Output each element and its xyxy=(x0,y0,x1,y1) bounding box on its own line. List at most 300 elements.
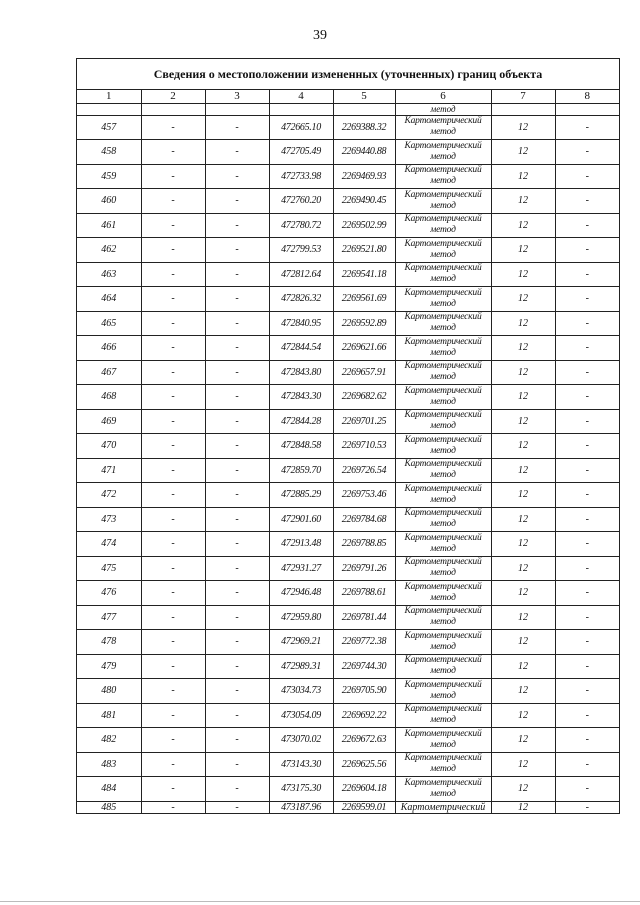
point-number-cell: 482 xyxy=(77,728,141,753)
table-cell: - xyxy=(141,164,205,189)
point-number-cell: 481 xyxy=(77,703,141,728)
method-line2: метод xyxy=(430,249,456,260)
table-row xyxy=(77,458,619,483)
table-cell: - xyxy=(141,654,205,679)
point-number-cell: 480 xyxy=(77,679,141,704)
y-coordinate-cell: 2269599.01 xyxy=(333,801,395,813)
table-row xyxy=(77,238,619,263)
table-cell xyxy=(555,103,619,115)
x-coordinate-cell: 473054.09 xyxy=(269,703,333,728)
table-cell: - xyxy=(555,532,619,557)
table-cell: - xyxy=(205,777,269,802)
accuracy-cell: 12 xyxy=(491,654,555,679)
column-header: 2 xyxy=(141,90,205,103)
method-line2: метод xyxy=(430,323,456,334)
column-header: 7 xyxy=(491,90,555,103)
point-number-cell: 470 xyxy=(77,434,141,459)
table-cell: - xyxy=(141,581,205,606)
point-number-cell: 474 xyxy=(77,532,141,557)
method-line2: метод xyxy=(430,543,456,554)
table-cell: - xyxy=(205,581,269,606)
method-line1: Картометрический xyxy=(404,434,482,445)
point-number-cell: 468 xyxy=(77,385,141,410)
method-line2: метод xyxy=(430,225,456,236)
y-coordinate-cell: 2269469.93 xyxy=(333,164,395,189)
table-cell: - xyxy=(555,556,619,581)
method-cell xyxy=(395,262,491,287)
table-cell xyxy=(269,103,333,115)
point-number-cell: 478 xyxy=(77,630,141,655)
table-cell: - xyxy=(205,311,269,336)
method-line1: Картометрический xyxy=(404,704,482,715)
table-row xyxy=(77,752,619,777)
table-cell: - xyxy=(555,777,619,802)
column-header: 4 xyxy=(269,90,333,103)
method-continuation-cell: метод xyxy=(395,103,491,115)
y-coordinate-cell: 2269788.61 xyxy=(333,581,395,606)
y-coordinate-cell: 2269625.56 xyxy=(333,752,395,777)
accuracy-cell: 12 xyxy=(491,164,555,189)
table-cell: - xyxy=(205,654,269,679)
table-cell: - xyxy=(141,385,205,410)
table-row xyxy=(77,311,619,336)
method-line1: Картометрический xyxy=(404,287,482,298)
table-row-partial xyxy=(77,801,619,813)
table-cell: - xyxy=(555,630,619,655)
y-coordinate-cell: 2269682.62 xyxy=(333,385,395,410)
table-cell: - xyxy=(205,801,269,813)
column-header: 3 xyxy=(205,90,269,103)
table-body xyxy=(77,90,619,813)
accuracy-cell: 12 xyxy=(491,336,555,361)
method-line1: Картометрический xyxy=(404,189,482,200)
accuracy-cell: 12 xyxy=(491,360,555,385)
table-cell: - xyxy=(555,311,619,336)
method-line2: метод xyxy=(430,127,456,138)
coordinates-sheet xyxy=(76,58,620,814)
method-line2: метод xyxy=(430,470,456,481)
accuracy-cell: 12 xyxy=(491,213,555,238)
table-row xyxy=(77,654,619,679)
table-row xyxy=(77,630,619,655)
table-cell: - xyxy=(555,360,619,385)
point-number-cell: 469 xyxy=(77,409,141,434)
table-row xyxy=(77,679,619,704)
table-cell xyxy=(333,103,395,115)
x-coordinate-cell: 472946.48 xyxy=(269,581,333,606)
table-row xyxy=(77,777,619,802)
method-cell xyxy=(395,434,491,459)
table-cell: - xyxy=(205,703,269,728)
method-cell xyxy=(395,630,491,655)
table-cell: - xyxy=(141,360,205,385)
method-line1: Картометрический xyxy=(404,679,482,690)
accuracy-cell: 12 xyxy=(491,752,555,777)
x-coordinate-cell: 472733.98 xyxy=(269,164,333,189)
table-cell: - xyxy=(141,777,205,802)
method-line2: метод xyxy=(430,494,456,505)
y-coordinate-cell: 2269440.88 xyxy=(333,140,395,165)
table-cell: - xyxy=(141,630,205,655)
x-coordinate-cell: 472840.95 xyxy=(269,311,333,336)
table-title: Сведения о местоположении измененных (уточненных) границ объекта xyxy=(77,59,619,90)
method-cell xyxy=(395,507,491,532)
point-number-cell: 464 xyxy=(77,287,141,312)
table-cell: - xyxy=(555,679,619,704)
table-cell: - xyxy=(555,238,619,263)
table-cell: - xyxy=(141,532,205,557)
table-cell xyxy=(205,103,269,115)
table-cell: - xyxy=(205,434,269,459)
table-cell: - xyxy=(555,654,619,679)
table-cell: - xyxy=(141,238,205,263)
x-coordinate-cell: 472859.70 xyxy=(269,458,333,483)
table-cell: - xyxy=(205,189,269,214)
method-cell xyxy=(395,532,491,557)
table-cell: - xyxy=(205,630,269,655)
table-cell: - xyxy=(141,189,205,214)
y-coordinate-cell: 2269726.54 xyxy=(333,458,395,483)
column-header: 1 xyxy=(77,90,141,103)
table-cell: - xyxy=(141,434,205,459)
column-header: 6 xyxy=(395,90,491,103)
accuracy-cell: 12 xyxy=(491,801,555,813)
table-cell: - xyxy=(141,287,205,312)
method-line1: Картометрический xyxy=(404,532,482,543)
point-number-cell: 465 xyxy=(77,311,141,336)
table-row xyxy=(77,360,619,385)
accuracy-cell: 12 xyxy=(491,458,555,483)
x-coordinate-cell: 473187.96 xyxy=(269,801,333,813)
method-line1: Картометрический xyxy=(404,361,482,372)
table-cell: - xyxy=(205,360,269,385)
method-line2: метод xyxy=(430,568,456,579)
method-line1: Картометрический xyxy=(404,410,482,421)
table-cell: - xyxy=(205,752,269,777)
y-coordinate-cell: 2269692.22 xyxy=(333,703,395,728)
table-row xyxy=(77,728,619,753)
table-cell: - xyxy=(555,409,619,434)
coordinates-table xyxy=(77,90,619,814)
x-coordinate-cell: 472844.28 xyxy=(269,409,333,434)
x-coordinate-cell: 472848.58 xyxy=(269,434,333,459)
method-cell xyxy=(395,213,491,238)
x-coordinate-cell: 472913.48 xyxy=(269,532,333,557)
method-cell xyxy=(395,777,491,802)
table-cell: - xyxy=(555,801,619,813)
table-row xyxy=(77,287,619,312)
method-line2: метод xyxy=(430,764,456,775)
point-number-cell: 460 xyxy=(77,189,141,214)
accuracy-cell: 12 xyxy=(491,532,555,557)
table-cell: - xyxy=(141,458,205,483)
method-cell xyxy=(395,483,491,508)
table-cell: - xyxy=(205,532,269,557)
method-line2: метод xyxy=(430,788,456,799)
y-coordinate-cell: 2269657.91 xyxy=(333,360,395,385)
y-coordinate-cell: 2269604.18 xyxy=(333,777,395,802)
method-line1: Картометрический xyxy=(404,508,482,519)
method-line1: Картометрический xyxy=(404,557,482,568)
table-cell: - xyxy=(555,728,619,753)
y-coordinate-cell: 2269388.32 xyxy=(333,115,395,140)
table-cell: - xyxy=(205,287,269,312)
accuracy-cell: 12 xyxy=(491,409,555,434)
table-cell xyxy=(77,103,141,115)
method-line2: метод xyxy=(430,690,456,701)
method-line1: Картометрический xyxy=(404,385,482,396)
method-line2: метод xyxy=(430,641,456,652)
continuation-row xyxy=(77,103,619,115)
table-cell: - xyxy=(141,115,205,140)
table-cell: - xyxy=(555,507,619,532)
table-row xyxy=(77,581,619,606)
point-number-cell: 457 xyxy=(77,115,141,140)
table-cell: - xyxy=(205,605,269,630)
point-number-cell: 462 xyxy=(77,238,141,263)
table-cell: - xyxy=(205,164,269,189)
method-cell xyxy=(395,703,491,728)
accuracy-cell: 12 xyxy=(491,115,555,140)
table-cell: - xyxy=(205,213,269,238)
method-line1: Картометрический xyxy=(404,777,482,788)
method-line1: Картометрический xyxy=(404,581,482,592)
accuracy-cell: 12 xyxy=(491,605,555,630)
accuracy-cell: 12 xyxy=(491,703,555,728)
accuracy-cell: 12 xyxy=(491,238,555,263)
table-cell: - xyxy=(205,140,269,165)
x-coordinate-cell: 473143.30 xyxy=(269,752,333,777)
x-coordinate-cell: 472826.32 xyxy=(269,287,333,312)
table-row xyxy=(77,556,619,581)
method-line2: метод xyxy=(430,396,456,407)
point-number-cell: 467 xyxy=(77,360,141,385)
method-cell xyxy=(395,556,491,581)
x-coordinate-cell: 472989.31 xyxy=(269,654,333,679)
method-line2: метод xyxy=(430,372,456,383)
method-line2: метод xyxy=(430,274,456,285)
x-coordinate-cell: 472843.80 xyxy=(269,360,333,385)
point-number-cell: 485 xyxy=(77,801,141,813)
method-line1: Картометрический xyxy=(404,336,482,347)
table-row xyxy=(77,605,619,630)
method-line1: Картометрический xyxy=(404,753,482,764)
accuracy-cell: 12 xyxy=(491,556,555,581)
table-row xyxy=(77,385,619,410)
method-line1: Картометрический xyxy=(404,116,482,127)
method-line2: метод xyxy=(430,617,456,628)
table-cell: - xyxy=(141,752,205,777)
table-row xyxy=(77,703,619,728)
y-coordinate-cell: 2269672.63 xyxy=(333,728,395,753)
method-line1: Картометрический xyxy=(404,459,482,470)
table-row xyxy=(77,336,619,361)
point-number-cell: 483 xyxy=(77,752,141,777)
y-coordinate-cell: 2269710.53 xyxy=(333,434,395,459)
table-cell: - xyxy=(555,605,619,630)
method-line2: метод xyxy=(430,445,456,456)
table-cell: - xyxy=(555,213,619,238)
method-cell xyxy=(395,581,491,606)
method-line1: Картометрический xyxy=(404,165,482,176)
accuracy-cell: 12 xyxy=(491,189,555,214)
table-cell: - xyxy=(141,140,205,165)
table-cell: - xyxy=(205,483,269,508)
table-row xyxy=(77,262,619,287)
table-row xyxy=(77,115,619,140)
table-cell: - xyxy=(141,311,205,336)
method-line1: Картометрический xyxy=(404,263,482,274)
column-header: 8 xyxy=(555,90,619,103)
point-number-cell: 476 xyxy=(77,581,141,606)
table-cell: - xyxy=(555,115,619,140)
table-cell: - xyxy=(555,581,619,606)
method-cell xyxy=(395,140,491,165)
x-coordinate-cell: 472931.27 xyxy=(269,556,333,581)
table-cell xyxy=(491,103,555,115)
x-coordinate-cell: 472959.80 xyxy=(269,605,333,630)
table-cell: - xyxy=(555,140,619,165)
accuracy-cell: 12 xyxy=(491,140,555,165)
table-cell: - xyxy=(205,556,269,581)
method-line2: метод xyxy=(430,200,456,211)
point-number-cell: 479 xyxy=(77,654,141,679)
y-coordinate-cell: 2269521.80 xyxy=(333,238,395,263)
y-coordinate-cell: 2269592.89 xyxy=(333,311,395,336)
x-coordinate-cell: 472844.54 xyxy=(269,336,333,361)
method-cell xyxy=(395,752,491,777)
table-row xyxy=(77,164,619,189)
table-cell: - xyxy=(205,336,269,361)
y-coordinate-cell: 2269744.30 xyxy=(333,654,395,679)
point-number-cell: 458 xyxy=(77,140,141,165)
table-cell: - xyxy=(555,287,619,312)
method-cell xyxy=(395,189,491,214)
table-cell: - xyxy=(555,336,619,361)
table-cell: - xyxy=(555,164,619,189)
y-coordinate-cell: 2269490.45 xyxy=(333,189,395,214)
accuracy-cell: 12 xyxy=(491,262,555,287)
accuracy-cell: 12 xyxy=(491,434,555,459)
y-coordinate-cell: 2269701.25 xyxy=(333,409,395,434)
method-cell xyxy=(395,409,491,434)
y-coordinate-cell: 2269781.44 xyxy=(333,605,395,630)
method-cell xyxy=(395,287,491,312)
y-coordinate-cell: 2269561.69 xyxy=(333,287,395,312)
method-cell xyxy=(395,311,491,336)
table-row xyxy=(77,213,619,238)
point-number-cell: 466 xyxy=(77,336,141,361)
table-cell: - xyxy=(205,409,269,434)
accuracy-cell: 12 xyxy=(491,385,555,410)
y-coordinate-cell: 2269772.38 xyxy=(333,630,395,655)
method-line2: метод xyxy=(430,421,456,432)
table-row xyxy=(77,483,619,508)
table-cell: - xyxy=(555,434,619,459)
point-number-cell: 471 xyxy=(77,458,141,483)
page-number: 39 xyxy=(313,28,327,43)
method-line1: Картометрический xyxy=(404,606,482,617)
method-cell xyxy=(395,336,491,361)
method-line1: Картометрический xyxy=(404,214,482,225)
table-cell: - xyxy=(141,728,205,753)
table-cell: - xyxy=(141,483,205,508)
point-number-cell: 459 xyxy=(77,164,141,189)
method-line2: метод xyxy=(430,739,456,750)
method-line1: Картометрический xyxy=(404,655,482,666)
x-coordinate-cell: 472969.21 xyxy=(269,630,333,655)
method-line2: метод xyxy=(430,176,456,187)
table-cell: - xyxy=(205,385,269,410)
table-cell: - xyxy=(141,556,205,581)
table-row xyxy=(77,507,619,532)
method-line1: Картометрический xyxy=(404,630,482,641)
y-coordinate-cell: 2269784.68 xyxy=(333,507,395,532)
x-coordinate-cell: 473034.73 xyxy=(269,679,333,704)
method-line2: метод xyxy=(430,666,456,677)
accuracy-cell: 12 xyxy=(491,483,555,508)
y-coordinate-cell: 2269791.26 xyxy=(333,556,395,581)
point-number-cell: 477 xyxy=(77,605,141,630)
table-row xyxy=(77,140,619,165)
y-coordinate-cell: 2269753.46 xyxy=(333,483,395,508)
x-coordinate-cell: 472843.30 xyxy=(269,385,333,410)
column-header: 5 xyxy=(333,90,395,103)
method-cell xyxy=(395,728,491,753)
method-cell xyxy=(395,654,491,679)
table-cell: - xyxy=(205,115,269,140)
method-line2: метод xyxy=(430,519,456,530)
table-cell: - xyxy=(205,507,269,532)
method-cell xyxy=(395,164,491,189)
method-line2: метод xyxy=(430,592,456,603)
method-cell xyxy=(395,115,491,140)
x-coordinate-cell: 472760.20 xyxy=(269,189,333,214)
y-coordinate-cell: 2269541.18 xyxy=(333,262,395,287)
method-cell xyxy=(395,679,491,704)
accuracy-cell: 12 xyxy=(491,630,555,655)
table-cell: - xyxy=(205,679,269,704)
method-line2: метод xyxy=(430,298,456,309)
table-cell: - xyxy=(555,752,619,777)
point-number-cell: 472 xyxy=(77,483,141,508)
table-cell xyxy=(141,103,205,115)
table-row xyxy=(77,409,619,434)
accuracy-cell: 12 xyxy=(491,507,555,532)
x-coordinate-cell: 472705.49 xyxy=(269,140,333,165)
accuracy-cell: 12 xyxy=(491,777,555,802)
x-coordinate-cell: 473070.02 xyxy=(269,728,333,753)
table-cell: - xyxy=(141,605,205,630)
method-line1: Картометрический xyxy=(404,483,482,494)
x-coordinate-cell: 472780.72 xyxy=(269,213,333,238)
y-coordinate-cell: 2269621.66 xyxy=(333,336,395,361)
method-line1: Картометрический xyxy=(404,728,482,739)
table-cell: - xyxy=(555,189,619,214)
x-coordinate-cell: 473175.30 xyxy=(269,777,333,802)
accuracy-cell: 12 xyxy=(491,728,555,753)
table-row xyxy=(77,189,619,214)
table-cell: - xyxy=(205,238,269,263)
method-cell xyxy=(395,360,491,385)
x-coordinate-cell: 472799.53 xyxy=(269,238,333,263)
table-cell: - xyxy=(141,336,205,361)
table-cell: - xyxy=(555,385,619,410)
accuracy-cell: 12 xyxy=(491,581,555,606)
table-cell: - xyxy=(141,507,205,532)
method-line1: Картометрический xyxy=(404,238,482,249)
y-coordinate-cell: 2269502.99 xyxy=(333,213,395,238)
